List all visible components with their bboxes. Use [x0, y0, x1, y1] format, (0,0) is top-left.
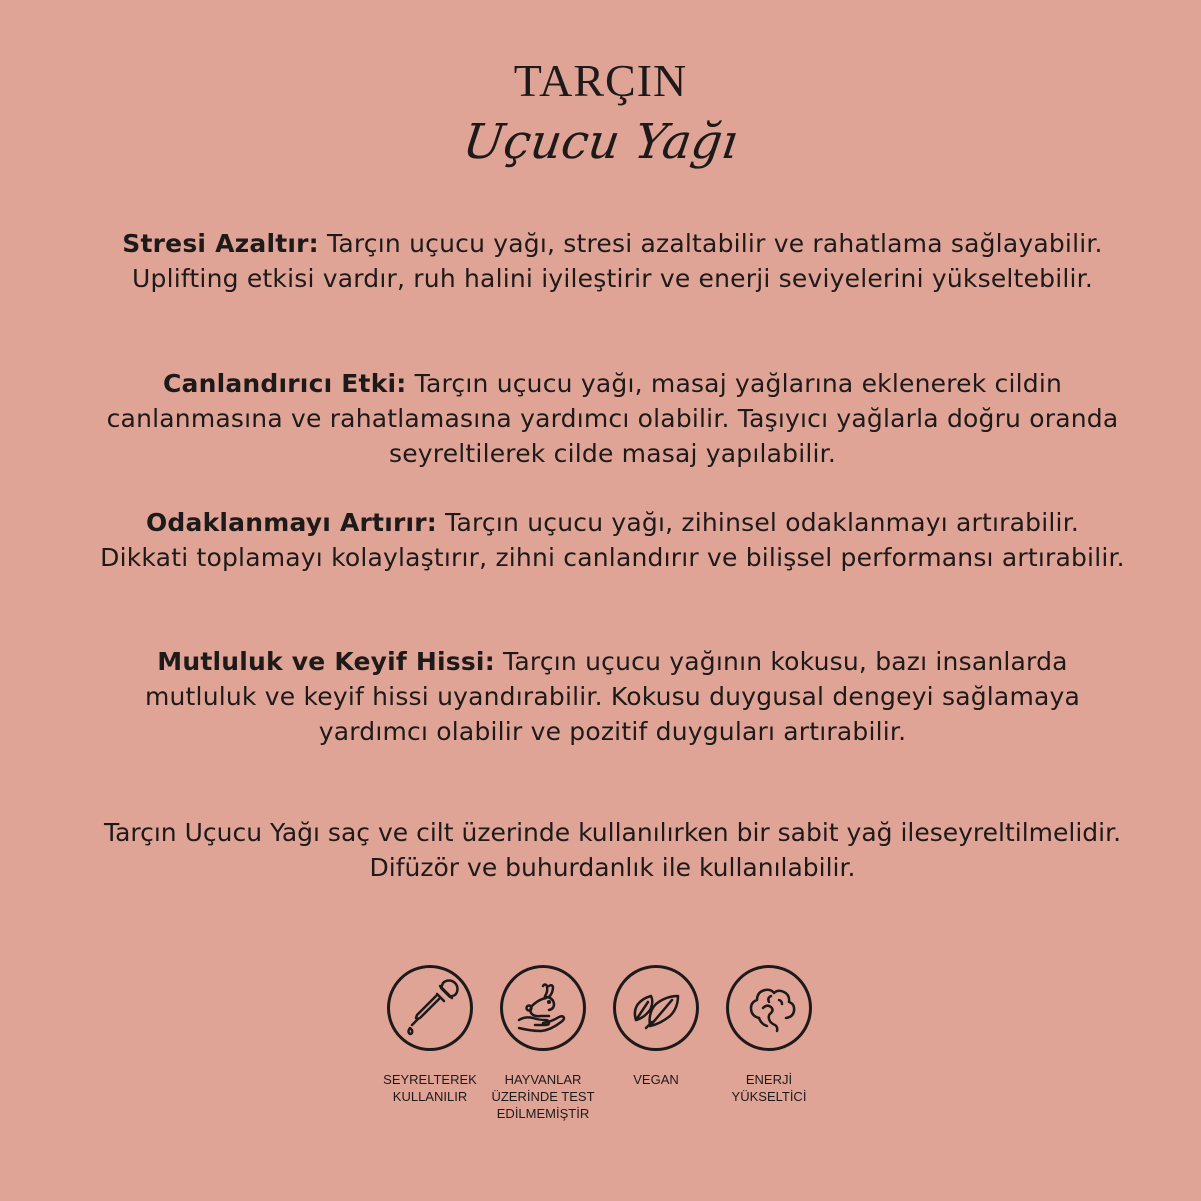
rabbit-hand-icon — [500, 965, 586, 1051]
badge-row — [0, 965, 1201, 1165]
product-title: TARÇIN — [513, 55, 688, 106]
badge-label: HAYVANLAR ÜZERİNDE TEST EDİLMEMİŞTİR — [491, 1072, 595, 1121]
badge-label: ENERJİ YÜKSELTİCİ — [731, 1072, 807, 1104]
benefit-text: Tarçın uçucu yağının kokusu, bazı insanlarda mutluluk ve keyif hissi uyandırabilir. Kokusu duygusal dengeyi sağlamaya yardımcı olabilir ve pozitif duyguları artırabilir. — [144, 647, 1081, 746]
benefit-text: Tarçın uçucu yağı, masaj yağlarına eklenerek cildin canlanmasına ve rahatlamasına yardımcı olabilir. Taşıyıcı yağlarla doğru oranda seyreltilerek cilde masaj yapılabilir. — [106, 369, 1119, 468]
benefit-happiness — [100, 644, 1125, 749]
usage-note — [100, 815, 1125, 885]
usage-note-line: Tarçın Uçucu Yağı saç ve cilt üzerinde kullanılırken bir sabit yağ ileseyreltilmelidir. — [103, 818, 1122, 847]
benefit-text: Tarçın uçucu yağı, zihinsel odaklanmayı artırabilir. Dikkati toplamayı kolaylaştırır, zihni canlandırır ve bilişsel performansı artırabilir. — [100, 508, 1125, 572]
benefit-heading: Mutluluk ve Keyif Hissi: — [157, 647, 495, 676]
badge-label: SEYRELTEREK KULLANILIR — [383, 1072, 477, 1104]
benefit-heading: Stresi Azaltır: — [122, 229, 319, 258]
leaf-icon — [613, 965, 699, 1051]
benefit-text: Tarçın uçucu yağı, stresi azaltabilir ve rahatlama sağlayabilir. Uplifting etkisi vardır, ruh halini iyileştirir ve enerji seviyelerini yükseltebilir. — [132, 229, 1103, 293]
badge-label: VEGAN — [633, 1072, 679, 1087]
benefit-revitalizing — [100, 366, 1125, 471]
product-subtitle: Uçucu Yağı — [459, 114, 742, 170]
benefit-heading: Canlandırıcı Etki: — [162, 369, 407, 398]
badge-energy — [699, 965, 839, 1105]
usage-note-line: Difüzör ve buhurdanlık ile kullanılabilir. — [369, 853, 856, 882]
energy-swirl-icon — [726, 965, 812, 1051]
benefit-stress — [100, 226, 1125, 296]
benefit-heading: Odaklanmayı Artırır: — [145, 508, 437, 537]
dropper-icon — [387, 965, 473, 1051]
benefit-focus — [100, 505, 1125, 575]
